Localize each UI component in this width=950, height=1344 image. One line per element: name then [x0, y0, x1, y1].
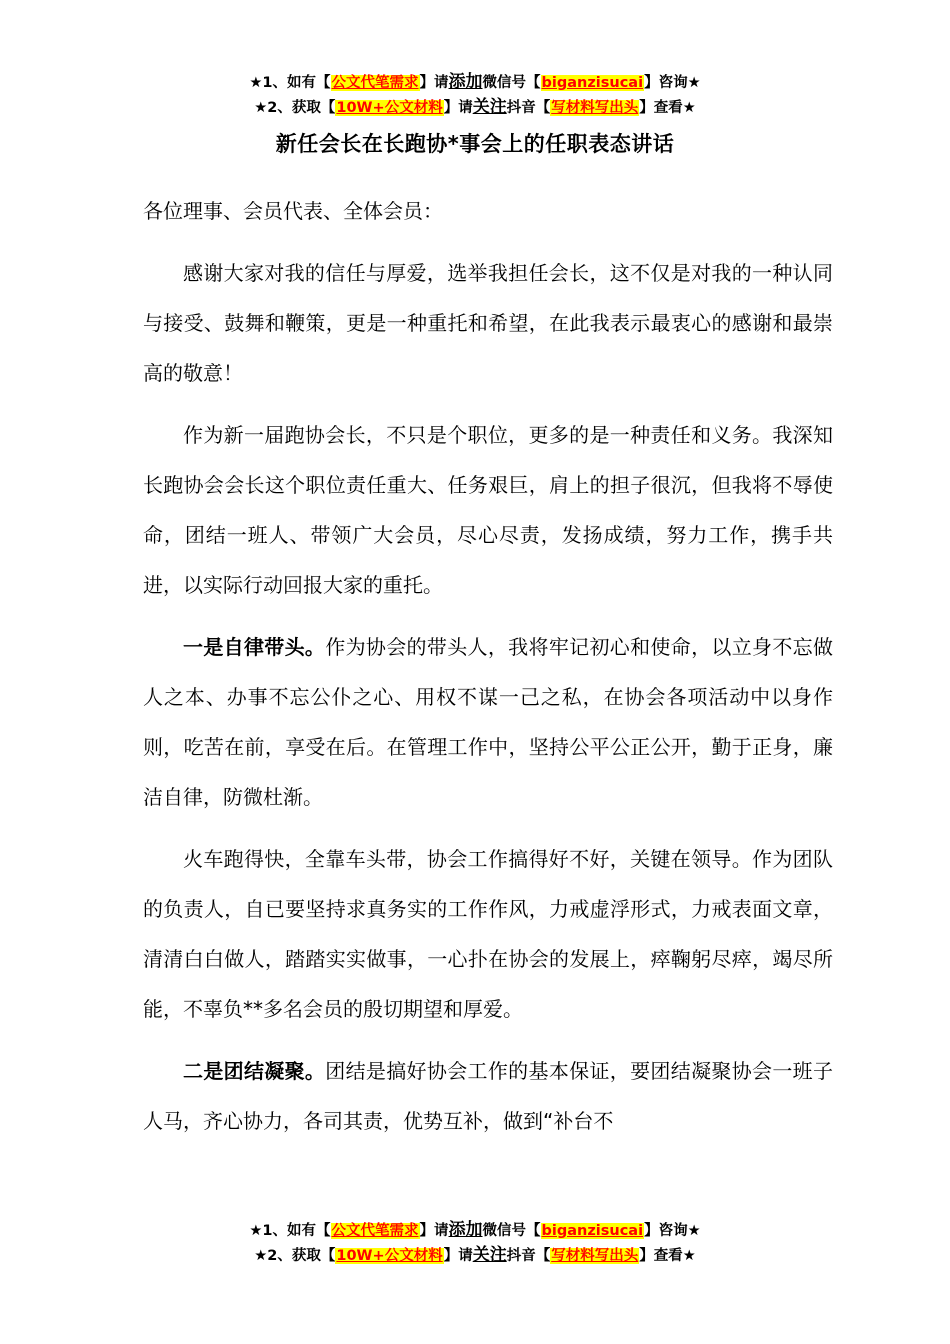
banner-text: ★1、如有【: [249, 75, 331, 91]
banner-text: 微信号【: [482, 1223, 541, 1239]
document-body: [143, 186, 833, 1158]
banner-text: 】请: [443, 100, 473, 116]
document-title: 新任会长在长跑协*事会上的任职表态讲话: [275, 132, 675, 156]
banner-douyin-id: 写材料写出头: [551, 1248, 639, 1264]
paragraph: [143, 1046, 833, 1146]
banner-highlight: 10W+公文材料: [336, 100, 443, 116]
top-banner: [0, 70, 950, 120]
paragraph: [143, 248, 833, 398]
banner-text: 】请: [419, 1223, 449, 1239]
paragraph-text: 感谢大家对我的信任与厚爱，选举我担任会长，这不仅是对我的一种认同与接受、鼓舞和鞭策，更是一种重托和希望，在此我表示最衷心的感谢和最崇高的敬意！: [143, 261, 833, 385]
paragraph: [143, 834, 833, 1034]
banner-text: 】查看★: [639, 100, 696, 116]
banner-text: ★1、如有【: [249, 1223, 331, 1239]
paragraph: [143, 410, 833, 610]
banner-wechat-id: biganzisucai: [541, 1223, 644, 1239]
banner-text: 】请: [443, 1248, 473, 1264]
banner-text: 】请: [419, 75, 449, 91]
banner-emphasis: 关注: [472, 1245, 507, 1265]
banner-highlight: 10W+公文材料: [336, 1248, 443, 1264]
banner-emphasis: 关注: [472, 97, 507, 117]
banner-emphasis: 添加: [448, 1220, 483, 1240]
banner-emphasis: 添加: [448, 72, 483, 92]
banner-text: 抖音【: [506, 100, 551, 116]
banner-text: 微信号【: [482, 75, 541, 91]
paragraph: [143, 622, 833, 822]
banner-line-2: [0, 95, 950, 120]
banner-highlight: 公文代笔需求: [331, 75, 419, 91]
banner-text: 】咨询★: [644, 1223, 701, 1239]
bottom-banner: [0, 1218, 950, 1268]
banner-text: ★2、获取【: [254, 100, 336, 116]
banner-douyin-id: 写材料写出头: [551, 100, 639, 116]
banner-text: ★2、获取【: [254, 1248, 336, 1264]
banner-wechat-id: biganzisucai: [541, 75, 644, 91]
paragraph-text: 火车跑得快，全靠车头带，协会工作搞得好不好，关键在领导。作为团队的负责人，自已要坚持求真务实的工作作风，力戒虚浮形式，力戒表面文章，清清白白做人，踏踏实实做事，一心扑在协会的发展上，瘁鞠躬尽瘁，竭尽所能，不辜负**多名会员的殷切期望和厚爱。: [143, 847, 833, 1021]
paragraph-text: 作为协会的带头人，我将牢记初心和使命，以立身不忘做人之本、办事不忘公仆之心、用权不谋一己之私，在协会各项活动中以身作则，吃苦在前，享受在后。在管理工作中，坚持公平公正公开，勤于正身，廉洁自律，防微杜渐。: [143, 635, 834, 809]
banner-line-1: [0, 70, 950, 95]
paragraph-text: 团结是搞好协会工作的基本保证，要团结凝聚协会一班子人马，齐心协力，各司其责，优势互补，做到“补台不: [143, 1059, 834, 1133]
paragraph-lead: 二是团结凝聚。: [183, 1059, 326, 1083]
banner-text: 】咨询★: [644, 75, 701, 91]
banner-line-2: [0, 1243, 950, 1268]
banner-highlight: 公文代笔需求: [331, 1223, 419, 1239]
banner-line-1: [0, 1218, 950, 1243]
banner-text: 】查看★: [639, 1248, 696, 1264]
salutation: 各位理事、会员代表、全体会员：: [143, 199, 443, 223]
paragraph-text: 作为新一届跑协会长，不只是个职位，更多的是一种责任和义务。我深知长跑协会会长这个职位责任重大、任务艰巨，肩上的担子很沉，但我将不辱使命，团结一班人、带领广大会员，尽心尽责，发扬成绩，努力工作，携手共进，以实际行动回报大家的重托。: [143, 423, 833, 597]
banner-text: 抖音【: [506, 1248, 551, 1264]
paragraph-lead: 一是自律带头。: [183, 635, 326, 659]
